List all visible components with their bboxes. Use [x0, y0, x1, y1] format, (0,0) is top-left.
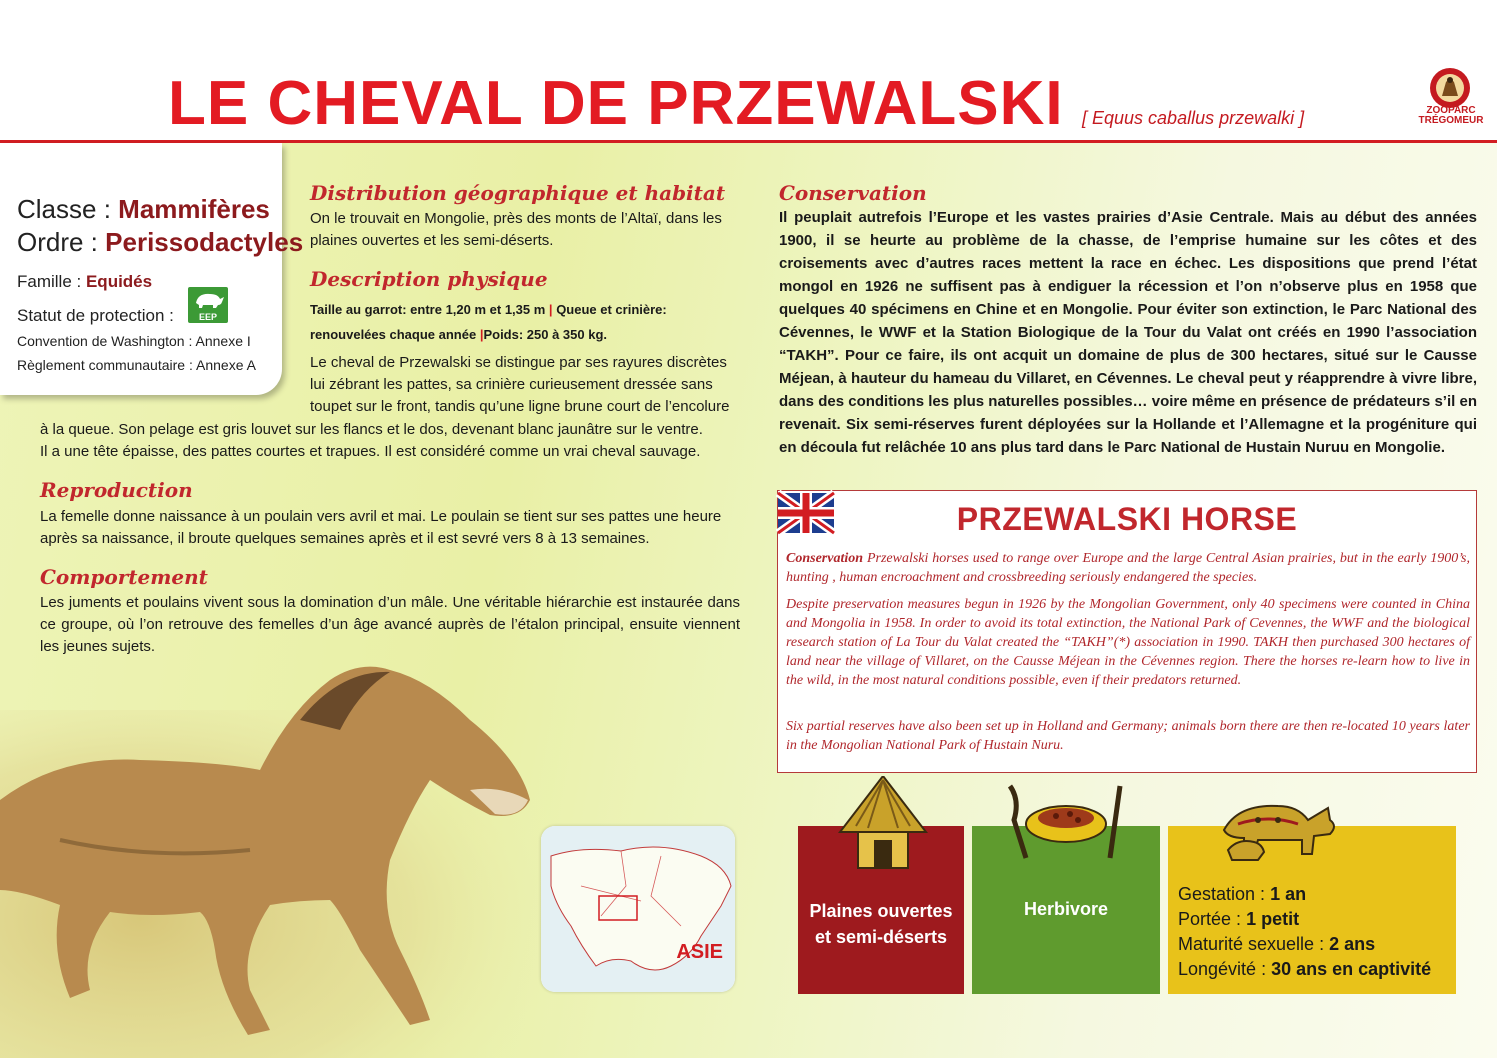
diet-text: Herbivore [1023, 899, 1109, 919]
habitat-text: Plaines ouvertes et semi-déserts [809, 901, 953, 947]
classe-label: Classe : [17, 194, 111, 224]
portee-row [1178, 907, 1431, 932]
distribution-text: On le trouvait en Mongolie, près des monts de l’Altaï, dans les plaines ouvertes et les semi-déserts. [310, 210, 722, 249]
distribution-title: Distribution géographique et habitat [310, 181, 726, 205]
comportement-text: Les juments et poulains vivent sous la domination d’un mâle. Une véritable hiérarchie est instaurée dans ce groupe, où l’on retrouve des femelles d’un âge avancé auprès de l’étalon principal, ensuite viennent les jeunes sujets. [40, 594, 740, 655]
description-line-5: Il a une tête épaisse, des pattes courtes et trapues. Il est considéré comme un vrai cheval sauvage. [40, 443, 701, 460]
famille-row [17, 272, 152, 292]
description-facts [310, 297, 740, 347]
gestation-value: 1 an [1270, 884, 1307, 904]
longevite-label: Longévité : [1178, 959, 1267, 979]
comportement-title: Comportement [40, 565, 208, 589]
eep-badge [188, 287, 228, 323]
weight-fact: Poids: 250 à 350 kg. [483, 327, 608, 342]
english-p1-text: Przewalski horses used to range over Europe and the large Central Asian prairies, but in the early 1900’s, hunting , human encroachment and crossbreeding seriously endangered the species. [786, 551, 1471, 585]
gestation-row [1178, 882, 1431, 907]
classe-row [17, 194, 270, 225]
classe-value: Mammifères [118, 194, 270, 224]
size-fact: Taille au garrot: entre 1,20 m et 1,35 m [310, 302, 546, 317]
ordre-label: Ordre : [17, 227, 98, 257]
description-line-1: Le cheval de Przewalski se distingue par ses rayures discrètes [310, 354, 727, 371]
famille-value: Equidés [85, 272, 153, 291]
washington-row [17, 333, 251, 349]
longevite-value: 30 ans en captivité [1271, 959, 1432, 979]
maturite-row [1178, 932, 1431, 957]
reglement-label: Règlement communautaire : [17, 357, 193, 373]
logo-text: ZOOPARC TRÉGOMEUR [1418, 105, 1484, 126]
portee-label: Portée : [1178, 909, 1242, 929]
asia-map [541, 826, 735, 992]
description-line-2: lui zébrant les pattes, sa crinière curieusement dressée sans [310, 376, 713, 393]
maturite-label: Maturité sexuelle : [1178, 934, 1325, 954]
horse-photo [0, 650, 560, 1058]
plate-icon [1000, 780, 1134, 870]
uk-flag-icon [776, 487, 836, 539]
facts-list [1178, 882, 1431, 982]
rhino-icon [188, 287, 228, 311]
longevite-row [1178, 957, 1431, 982]
separator: | [548, 302, 553, 317]
english-paragraph-1 [786, 549, 1470, 587]
famille-label: Famille : [17, 272, 82, 291]
separator: | [479, 327, 484, 342]
english-box [777, 490, 1477, 773]
gestation-label: Gestation : [1178, 884, 1266, 904]
description-title: Description physique [310, 267, 548, 291]
description-line-4: à la queue. Son pelage est gris louvet sur les flancs et le dos, devenant blanc jaunâtre sur le ventre. [40, 421, 703, 438]
tail-fact: Queue et crinière: renouvelées chaque année [310, 302, 667, 342]
english-lead: Conservation [786, 551, 864, 566]
ordre-value: Perissodactyles [105, 227, 304, 257]
english-paragraph-3: Six partial reserves have also been set up in Holland and Germany; animals born there are then re-located 10 years later in the Mongolian National Park of Hustain Nuru. [786, 719, 1470, 753]
reproduction-title: Reproduction [40, 478, 193, 502]
eep-label: EEP [198, 312, 217, 322]
portee-value: 1 petit [1246, 909, 1300, 929]
conservation-title: Conservation [779, 181, 927, 205]
hut-icon [838, 776, 928, 872]
map-label: ASIE [676, 941, 723, 963]
animal-family-icon [1218, 790, 1358, 862]
reproduction-text: La femelle donne naissance à un poulain vers avril et mai. Le poulain se tient sur ses pattes une heure après sa naissance, il broute quelques semaines après et il est sevré vers 8 à 13 semaines. [40, 508, 722, 547]
reglement-row [17, 357, 256, 373]
scientific-name: [ Equus caballus przewalki ] [1082, 108, 1305, 128]
english-title: PRZEWALSKI HORSE [956, 501, 1298, 537]
washington-value: Annexe I [195, 333, 251, 349]
conservation-text: Il peuplait autrefois l’Europe et les vastes prairies d’Asie Centrale. Mais au début des années 1900, il se heurte au problème de la chasse, de l’emprise humaine sur les côtes et des croisements avec d’autres races mettent la race en échec. Les dispositions que prend l’état mongol en 1926 ne suffisent pas à endiguer la récession et l’on n’observe plus en 1958 que quelques 40 spécimens en Chine et en Mongolie. Pour éviter son extinction, le Parc National des Cévennes, le WWF et la Station Biologique de la Tour du Valat ont créés en 1990 l’association “TAKH”. Pour ce faire, ils ont acquit un domaine de plus de 300 hectares, situé sur le Causse Méjean, à hauteur du hameau du Villaret, en Cévennes. Le cheval peut y réapprendre à vivre libre, dans des conditions les plus naturelles possibles… voire même en présence de prédateurs s’il en revenait. Six semi-réserves furent déployées sur la Hollande et l’Allemagne et la progéniture qui en découla fut relâchée 10 ans plus tard dans le Parc National de Hustain Nuruu en Mongolie. [779, 209, 1477, 456]
washington-label: Convention de Washington : [17, 333, 193, 349]
maturite-value: 2 ans [1329, 934, 1376, 954]
description-line-3: toupet sur le front, tandis qu’une ligne brune court de l’encolure [310, 398, 730, 415]
english-paragraph-2: Despite preservation measures begun in 1926 by the Mongolian Government, only 40 specimens were counted in China and Mongolia in 1958. In order to avoid its total extinction, the National Park of Cevennes, the WWF and the biological research station of La Tour du Valat created the “TAKH”(*) association in 1990. TAKH then purchased 300 hectares of land near the village of Villaret, on the Causse Méjean in the Cévennes region. There the horses re-learn how to live in the wild, in the most natural conditions possible, even if their predators returned. [786, 597, 1470, 688]
ordre-row [17, 227, 303, 258]
reglement-value: Annexe A [196, 357, 256, 373]
map-icon [541, 826, 735, 992]
page-title: LE CHEVAL DE PRZEWALSKI [168, 69, 1064, 138]
statut-label: Statut de protection : [17, 306, 174, 325]
